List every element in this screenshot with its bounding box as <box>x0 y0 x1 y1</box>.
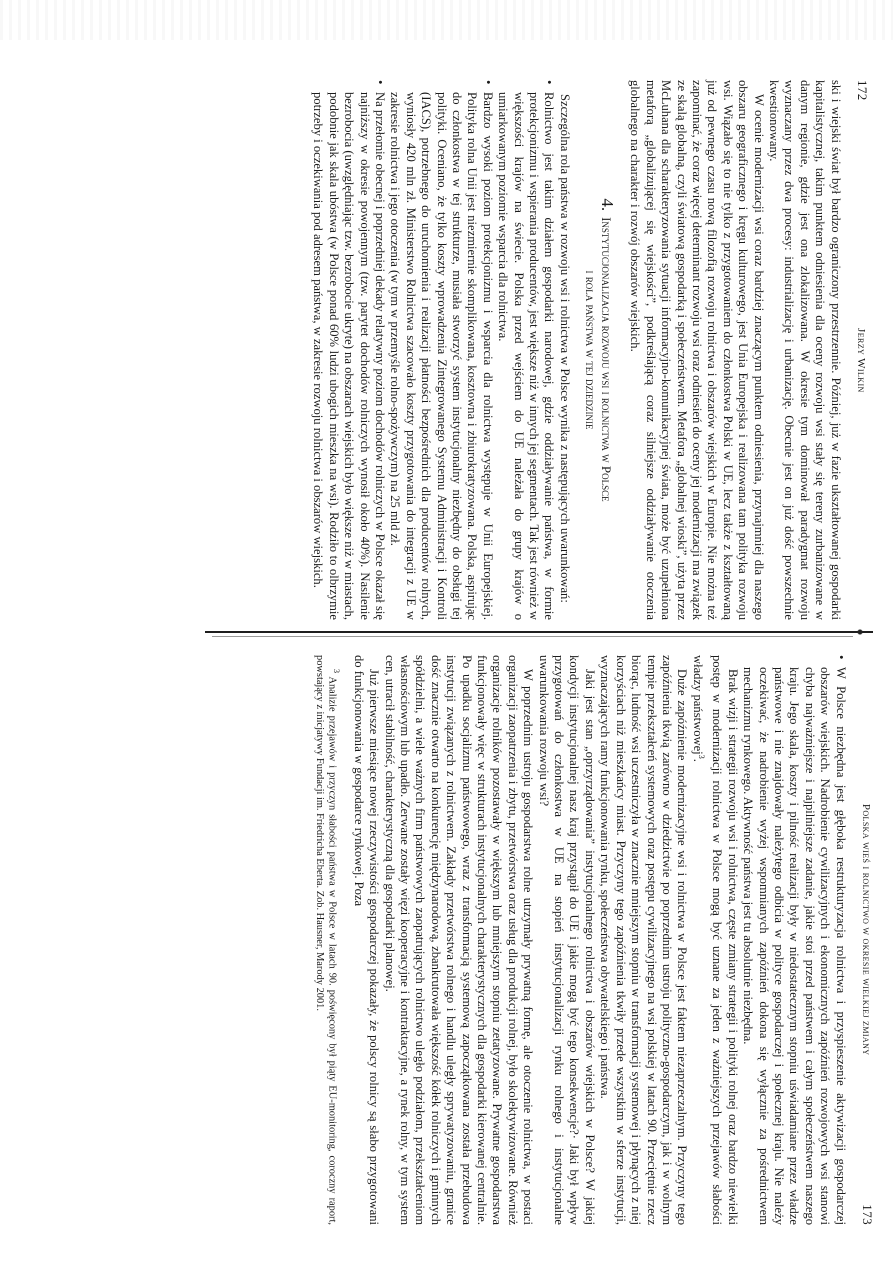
right-paragraph-1-end: . <box>690 758 705 762</box>
left-paragraph-3: Szczególna rola państwa w rozwoju wsi i rolnictwa w Polsce wynika z następujących uwarunkowań: <box>557 94 572 603</box>
footnote <box>313 655 343 1225</box>
left-bullet-1: • Rolnictwo jest takim działem gospodarki narodowej, gdzie oddziaływanie państwa, w formie protekcjonizmu i wspierania producentów, jest większe niż w innych jej segmentach. Tak jest również w większości krajów na świecie. Polska przed wejściem do UE należała do grupy krajów o umiarkowanym poziomie wsparcia dla rolnictwa. <box>495 80 557 620</box>
scan-speck <box>849 625 871 639</box>
section-number: 4. <box>597 198 617 212</box>
right-paragraph-5: Już pierwsze miesiące nowej rzeczywistości gospodarczej pokazały, że polscy rolnicy są słabo przygotowani do funkcjonowania w gospodarce rynkowej. Poza <box>351 655 382 1225</box>
right-bullet-list <box>740 655 848 1225</box>
right-bullet-1: • W Polsce niezbędna jest głęboka restrukturyzacja rolnictwa i przyspieszenie aktywizacji gospodarczej obszarów wiejskich. Nadrobienie cywilizacyjnych i ekonomicznych zapóźnień rozwojowych wsi stanowi chyba najważniejsze i najpilniejsze zadanie, jakie stoi przed państwem i całym społeczeństwem naszego kraju. Jego skala, koszty i pilność realizacji były w niedostatecznym stopniu uświadamiane przez władze państwowe i nie znajdowały należytego odbicia w polityce gospodarczej i społecznej kraju. Nie należy oczekiwać, że nadrobienie wyżej wspomnianych zapóźnień dokona się wyłącznie za pośrednictwem mechanizmu rynkowego. Aktywność państwa jest tu absolutnie niezbędna. <box>740 655 848 1225</box>
left-paragraph-1: ski i wiejski świat był bardzo ograniczony przestrzennie. Później, już w fazie ukształtowanej gospodarki kapitalistycznej, takim punktem odniesienia dla oceny rozwoju wsi stały się tereny zurbanizowane w danym regionie, gdzie jest ona zlokalizowana. W okresie tym dominował paradygmat rozwoju wyznaczany przez dwa procesy: industrializację i urbanizację. Obecnie jest on już dość powszechnie kwestionowany. <box>766 80 843 620</box>
left-running-head <box>853 80 870 620</box>
right-paragraph-1-text: Brak wizji i strategii rozwoju wsi i rolnictwa, częste zmiany strategii i polityki rolnej oraz bardzo niewielki postęp w modernizacji rolnictwa w Polsce mogą być uznane za jeden z ważniejszych przejawów słabości władzy państwowej <box>690 655 740 1225</box>
left-page-number: 172 <box>855 80 870 101</box>
right-paragraph-3: Jaki jest stan „oprzyrządowania” instytucjonalnego rolnictwa i obszarów wiejskich w Polsce? W jakiej kondycji instytucjonalnej nasz kraj przystąpił do UE i jakie mogą być tego konsekwencje?· Jaki był wpływ przygotowań do członkostwa w UE na stopień instytucjonalizacji rynku rolnego i instytucjonalne uwarunkowania rozwoju wsi? <box>536 655 597 1225</box>
gutter-shadow-line <box>212 636 853 637</box>
footnote-mark: 3 <box>332 669 342 673</box>
left-bullet-list <box>310 80 557 620</box>
right-page <box>85 655 875 1225</box>
left-page <box>80 80 870 620</box>
right-paragraph-1 <box>689 655 739 1225</box>
gutter-line <box>205 631 873 633</box>
section-title-line1: Instytucjonalizacja rozwoju wsi i rolnictwa w Polsce <box>598 217 614 502</box>
left-bullet-2: • Bardzo wysoki poziom protekcjonizmu i wsparcia dla rolnictwa występuje w Unii Europejskiej. Polityka rolna Unii jest niezmiernie skomplikowana, kosztowna i zbiurokratyzowana. Polska, aspirując do członkostwa w tej strukturze, musiała stworzyć system instytucjonalny niezbędny do obsługi tej polityki. Oceniano, że tylko koszty wprowadzenia Zintegrowanego Systemu Administracji i Kontroli (IACS), potrzebnego do uruchomienia i realizacji płatności bezpośrednich dla producentów rolnych, wyniosły 420 mln zł. Ministerstwo Rolnictwa szacowało koszty przygotowania do integracji z UE w zakresie rolnictwa i jego otoczenia (w tym w przemyśle rolno-spożywczym) na 25 mld zł. <box>387 80 495 620</box>
footnote-text: Analizie przejawów i przyczyn słabości państwa w Polsce w latach 90. poświęcony był piąty EU-monitoring, coroczny raport, powstający z inicjatywy Fundacji im. Friedricha Eberta. Zob. Hausner, Marody 2001. <box>314 655 338 1225</box>
left-running-head-title: Jerzy Wilkin <box>855 328 867 393</box>
right-running-head-title: Polska wieś i rolnictwo w okresie wielkiej zmiany <box>860 803 872 1056</box>
scan-edge-noise <box>0 0 893 40</box>
left-bullet-3: • Na przełomie obecnej i poprzedniej dekady relatywny poziom dochodów rolniczych w Polsce okazał się najniższy w okresie powojennym (tzw. parytet dochodów rolniczych wynosił około 40%). Nasilenie bezrobocia (uwzględniając tzw. bezrobocie ukryte) na obszarach wiejskich było większe niż w miastach, podobnie jak skala ubóstwa (w Polsce ponad 60% ludzi ubogich mieszka na wsi). Rodziło to olbrzymie potrzeby i oczekiwania pod adresem państwa, w zakresie rozwoju rolnictwa i obszarów wiejskich. <box>310 80 387 620</box>
right-paragraph-4: W poprzednim ustroju gospodarstwa rolne utrzymały prywatną formę, ale otoczenie rolnictwa, w postaci organizacji zaopatrzenia i zbytu, przetwórstwa oraz usług dla produkcji rolnej, było skolektywizowane. Również organizacje rolników pozostawały w większym lub mniejszym stopniu zetatyzowane. Prywatne gospodarstwa funkcjonowały więc w strukturach instytucjonalnych charakterystycznych dla gospodarki kierowanej centralnie. Po upadku socjalizmu państwowego, wraz z transformacją systemową zapoczątkowana została przebudowa instytucji związanych z rolnictwem. Zakłady przetwórstwa rolnego i handlu uległy sprywatyzowaniu, granice dość znacznie otwarto na konkurencję międzynarodową, zbankrutowała większość kółek rolniczych i gminnych spółdzielni, a wiele ważnych firm państwowych zaopatrujących rolnictwo uległo podziałom, przekształceniom własnościowym lub upadło. Zerwane zostały więzi kooperacyjne i kontraktacyjne, a rynek rolny, w tym system cen, utracił stabilność, charakterystyczną dla gospodarki planowej. <box>382 655 536 1225</box>
footnote-ref: 3 <box>696 754 706 759</box>
right-paragraph-2: Duże zapóźnienie modernizacyjne wsi i rolnictwa w Polsce jest faktem niezaprzeczalnym. Przyczyny tego zapóźnienia tkwią zarówno w dziedzictwie po poprzednim ustroju polityczno-gospodarczym, jak i w wolnym tempie przekształceń systemowych oraz postępu cywilizacyjnego na wsi polskiej w latach 90. Przeciętnie rzecz biorąc, ludność wsi uczestniczyła w znacznie mniejszym stopniu w transformacji systemowej i płynących z niej korzyściach niż mieszkańcy miast. Przyczyny tego zapóźnienia tkwiły przede wszystkim w sferze instytucji, wyznaczających ramy funkcjonowania rynku, społeczeństwa obywatelskiego i państwa. <box>598 655 690 1225</box>
left-paragraph-2: W ocenie modernizacji wsi coraz bardziej znaczącym punktem odniesienia, przynajmniej dla naszego obszaru geograficznego i kręgu kulturowego, jest Unia Europejska i realizowana tam polityka rozwoju wsi. Wiązało się to nie tylko z przygotowaniem do członkostwa Polski w UE, lecz także z kształtowaną już od pewnego czasu nową filozofią rozwoju rolnictwa i obszarów wiejskich w Europie. Nie można też zapominać, że coraz więcej determinant rozwoju wsi oraz odniesień do oceny jej modernizacji ma związek ze skalą globalną, czyli światową gospodarką i społeczeństwem. Metafora „globalnej wioski”, użyta przez McLuhana dla scharakteryzowania sytuacji informacyjno-komunikacyjnej świata, może być uzupełniona metaforą „globalizującej się wiejskości”, podkreślającą coraz silniejsze oddziaływanie otoczenia globalnego na charakter i rozwój obszarów wiejskich. <box>628 80 766 620</box>
section-heading <box>582 80 615 620</box>
page-gutter <box>0 625 893 639</box>
right-running-head <box>858 655 875 1225</box>
right-page-number: 173 <box>860 1204 875 1225</box>
section-title-line2: i rola państwa w tej dziedzinie <box>582 270 598 430</box>
